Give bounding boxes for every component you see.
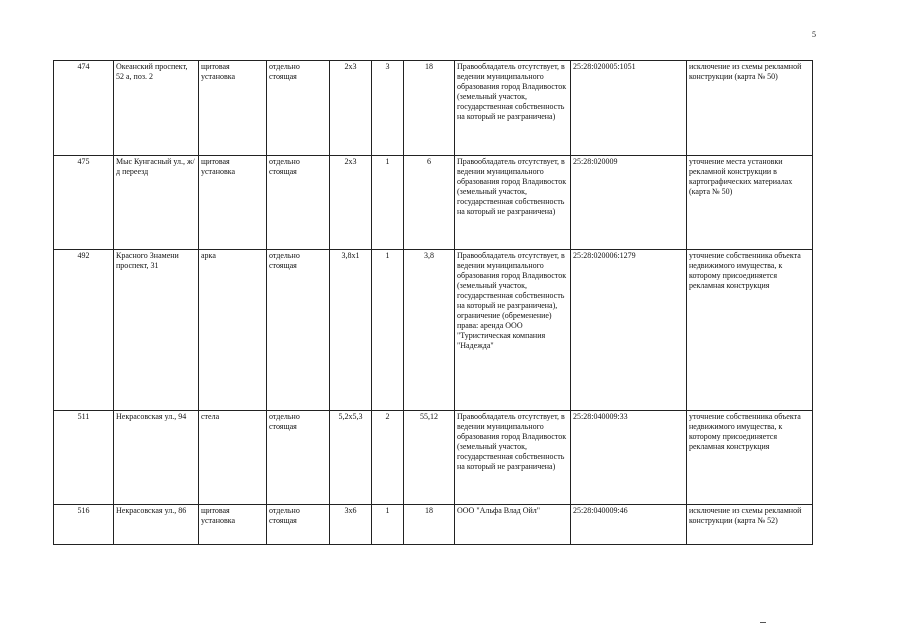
row-number: 474 [54,61,114,156]
address-cell: Некрасовская ул., 94 [114,411,199,505]
scan-mark [760,622,766,623]
sides-cell: 1 [372,250,404,411]
table-row [54,250,813,411]
table-row [54,411,813,505]
area-cell: 18 [404,505,455,545]
row-number: 475 [54,156,114,250]
type-cell: щитовая установка [199,156,267,250]
note-cell: уточнение собственника объекта недвижимого имущества, к которому присоединяется рекламная конструкция [687,250,813,411]
note-cell: уточнение места установки рекламной конструкции в картографических материалах (карта № 50) [687,156,813,250]
size-cell: 3x6 [330,505,372,545]
row-number: 511 [54,411,114,505]
owner-cell: ООО "Альфа Влад Ойл" [455,505,571,545]
placement-cell: отдельно стоящая [267,61,330,156]
cadastral-cell: 25:28:040009:33 [571,411,687,505]
placement-cell: отдельно стоящая [267,156,330,250]
row-number: 492 [54,250,114,411]
cadastral-cell: 25:28:020005:1051 [571,61,687,156]
address-cell: Красного Знамени проспект, 31 [114,250,199,411]
sides-cell: 1 [372,156,404,250]
owner-cell: Правообладатель отсутствует, в ведении муниципального образования город Владивосток (земельный участок, государственная собственность на который не разграничена) [455,411,571,505]
table-row [54,505,813,545]
type-cell: щитовая установка [199,61,267,156]
owner-cell: Правообладатель отсутствует, в ведении муниципального образования город Владивосток (земельный участок, государственная собственность на который не разграничена) [455,61,571,156]
cadastral-cell: 25:28:020009 [571,156,687,250]
sides-cell: 2 [372,411,404,505]
table-row [54,61,813,156]
sides-cell: 3 [372,61,404,156]
type-cell: арка [199,250,267,411]
cadastral-cell: 25:28:020006:1279 [571,250,687,411]
sides-cell: 1 [372,505,404,545]
page-number: 5 [812,30,816,39]
note-cell: исключение из схемы рекламной конструкции (карта № 50) [687,61,813,156]
table-row [54,156,813,250]
area-cell: 55,12 [404,411,455,505]
size-cell: 3,8x1 [330,250,372,411]
address-cell: Некрасовская ул., 86 [114,505,199,545]
type-cell: щитовая установка [199,505,267,545]
placement-cell: отдельно стоящая [267,250,330,411]
note-cell: исключение из схемы рекламной конструкции (карта № 52) [687,505,813,545]
note-cell: уточнение собственника объекта недвижимого имущества, к которому присоединяется рекламная конструкция [687,411,813,505]
area-cell: 18 [404,61,455,156]
row-number: 516 [54,505,114,545]
size-cell: 2x3 [330,61,372,156]
owner-cell: Правообладатель отсутствует, в ведении муниципального образования город Владивосток (земельный участок, государственная собственность на который не разграничена) [455,156,571,250]
owner-cell: Правообладатель отсутствует, в ведении муниципального образования город Владивосток (земельный участок, государственная собственность на который не разграничена), ограничение (обременение) права: аренда ООО "Туристическая компания "Надежда" [455,250,571,411]
size-cell: 2x3 [330,156,372,250]
size-cell: 5,2x5,3 [330,411,372,505]
area-cell: 3,8 [404,250,455,411]
cadastral-cell: 25:28:040009:46 [571,505,687,545]
area-cell: 6 [404,156,455,250]
type-cell: стела [199,411,267,505]
placement-cell: отдельно стоящая [267,505,330,545]
address-cell: Океанский проспект, 52 а, поз. 2 [114,61,199,156]
advertising-structures-table [53,60,813,545]
placement-cell: отдельно стоящая [267,411,330,505]
address-cell: Мыс Кунгасный ул., ж/д переезд [114,156,199,250]
